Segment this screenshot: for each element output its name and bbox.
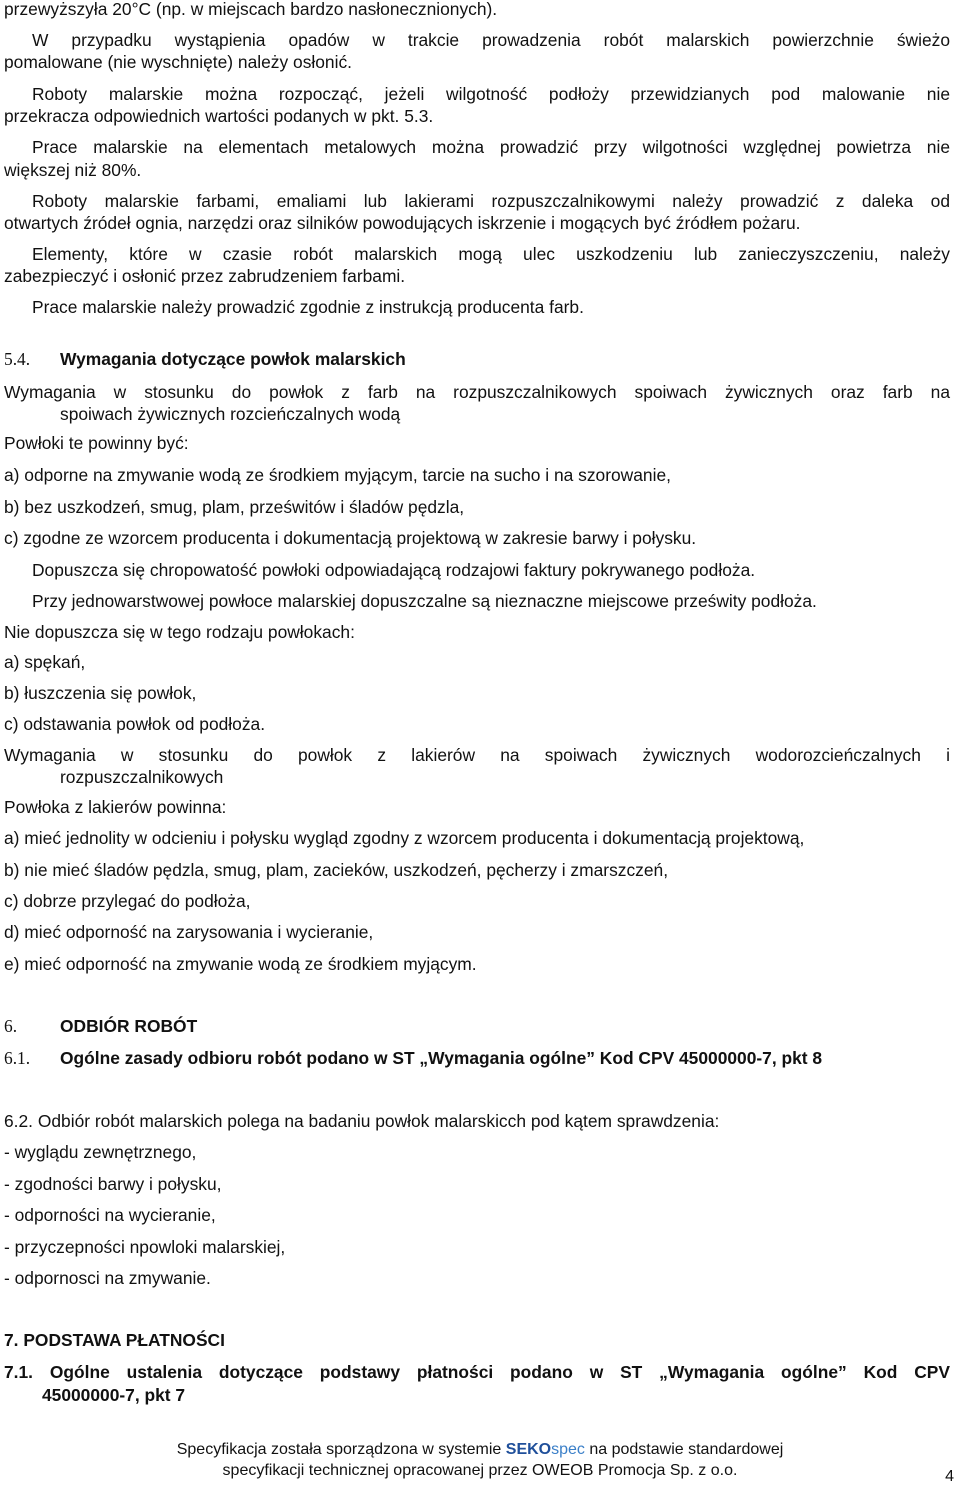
paragraph-line: Przy jednowarstwowej powłoce malarskiej dopuszczalne są nieznaczne miejscowe prześwity podłoża. xyxy=(32,591,817,611)
footer-line-2: specyfikacji technicznej opracowanej przez OWEOB Promocja Sp. z o.o. xyxy=(222,1462,738,1479)
paragraph-line: spoiwach żywicznych rozcieńczalnych wodą xyxy=(60,404,401,424)
footer-text: Specyfikacja została sporządzona w systemie xyxy=(176,1441,502,1458)
list-item: a) mieć jednolity w odcieniu i połysku wygląd zgodny z wzorcem producenta i dokumentacją projektową, xyxy=(4,828,805,848)
list-item: d) mieć odporność na zarysowania i wycieranie, xyxy=(4,922,374,942)
paragraph-line: otwartych źródeł ognia, narzędzi oraz silników powodujących iskrzenie i mogących być źródłem pożaru. xyxy=(4,213,801,233)
section-heading-7-1: 7.1. Ogólne ustalenia dotyczące podstawy płatności podano w ST „Wymagania ogólne” Kod CPV xyxy=(4,1362,950,1382)
section-title: Ogólne zasady odbioru robót podano w ST „Wymagania ogólne” Kod CPV 45000000-7, pkt 8 xyxy=(60,1048,823,1068)
paragraph-line: Powłoki te powinny być: xyxy=(4,433,189,453)
paragraph-line: 6.2. Odbiór robót malarskich polega na badaniu powłok malarskicch pod kątem sprawdzenia: xyxy=(4,1111,720,1131)
paragraph-line: przekracza odpowiednich wartości podanych w pkt. 5.3. xyxy=(4,106,434,126)
paragraph-line: Powłoka z lakierów powinna: xyxy=(4,797,227,817)
list-item: a) odporne na zmywanie wodą ze środkiem myjącym, tarcie na sucho i na szorowanie, xyxy=(4,465,671,485)
paragraph-line: Wymagania w stosunku do powłok z farb na rozpuszczalnikowych spoiwach żywicznych oraz farb na xyxy=(4,382,950,402)
paragraph-line: W przypadku wystąpienia opadów w trakcie prowadzenia robót malarskich powierzchnie świeżo xyxy=(32,30,950,50)
list-item: b) nie mieć śladów pędzla, smug, plam, zacieków, uszkodzeń, pęcherzy i zmarszczeń, xyxy=(4,860,669,880)
sekospec-logo: SEKOspec xyxy=(505,1441,585,1458)
list-item: - odpornosci na zmywanie. xyxy=(4,1268,211,1288)
paragraph-line: Roboty malarskie można rozpocząć, jeżeli wilgotność podłoży przewidzianych pod malowanie nie xyxy=(32,84,950,104)
section-heading-6-1 xyxy=(4,1047,950,1069)
list-item: - odporności na wycieranie, xyxy=(4,1205,216,1225)
paragraph-line: przewyższyła 20°C (np. w miejscach bardzo nasłonecznionych). xyxy=(4,0,498,19)
list-item: b) bez uszkodzeń, smug, plam, prześwitów i śladów pędzla, xyxy=(4,497,465,517)
footer-line-1 xyxy=(0,1440,960,1459)
list-item: e) mieć odporność na zmywanie wodą ze środkiem myjącym. xyxy=(4,954,477,974)
paragraph-line: Roboty malarskie farbami, emaliami lub lakierami rozpuszczalnikowymi należy prowadzić z daleka od xyxy=(32,191,950,211)
footer-text: na podstawie standardowej xyxy=(589,1441,784,1458)
section-heading-6 xyxy=(4,1015,950,1037)
section-heading-5-4 xyxy=(4,348,950,370)
list-item: c) odstawania powłok od podłoża. xyxy=(4,714,266,734)
section-number: 6.1. xyxy=(4,1048,31,1068)
paragraph-line: Prace malarskie na elementach metalowych można prowadzić przy wilgotności względnej powietrza nie xyxy=(32,137,950,157)
paragraph-line: Elementy, które w czasie robót malarskich mogą ulec uszkodzeniu lub zanieczyszczeniu, należy xyxy=(32,244,950,264)
list-item: - zgodności barwy i połysku, xyxy=(4,1174,222,1194)
section-number: 5.4. xyxy=(4,349,31,369)
paragraph-line: Prace malarskie należy prowadzić zgodnie z instrukcją producenta farb. xyxy=(32,297,584,317)
paragraph-line: Wymagania w stosunku do powłok z lakierów na spoiwach żywicznych wodorozcieńczalnych i xyxy=(4,745,950,765)
section-number: 6. xyxy=(4,1016,18,1036)
list-item: - przyczepności npowloki malarskiej, xyxy=(4,1237,286,1257)
paragraph-line: pomalowane (nie wyschnięte) należy osłonić. xyxy=(4,52,352,72)
paragraph-line: Dopuszcza się chropowatość powłoki odpowiadającą rodzajowi faktury pokrywanego podłoża. xyxy=(32,560,756,580)
list-item: - wyglądu zewnętrznego, xyxy=(4,1142,197,1162)
page-number: 4 xyxy=(945,1468,954,1485)
list-item: b) łuszczenia się powłok, xyxy=(4,683,197,703)
paragraph-line: Nie dopuszcza się w tego rodzaju powłokach: xyxy=(4,622,355,642)
paragraph-line: większej niż 80%. xyxy=(4,160,142,180)
list-item: c) zgodne ze wzorcem producenta i dokumentacją projektową w zakresie barwy i połysku. xyxy=(4,528,697,548)
section-heading-7-1-cont: 45000000-7, pkt 7 xyxy=(42,1385,186,1405)
section-heading-7: 7. PODSTAWA PŁATNOŚCI xyxy=(4,1330,225,1350)
paragraph-line: zabezpieczyć i osłonić przez zabrudzeniem farbami. xyxy=(4,266,406,286)
list-item: a) spękań, xyxy=(4,652,86,672)
list-item: c) dobrze przylegać do podłoża, xyxy=(4,891,251,911)
section-title: Wymagania dotyczące powłok malarskich xyxy=(60,349,406,369)
paragraph-line: rozpuszczalnikowych xyxy=(60,767,224,787)
section-title: ODBIÓR ROBÓT xyxy=(60,1016,198,1036)
